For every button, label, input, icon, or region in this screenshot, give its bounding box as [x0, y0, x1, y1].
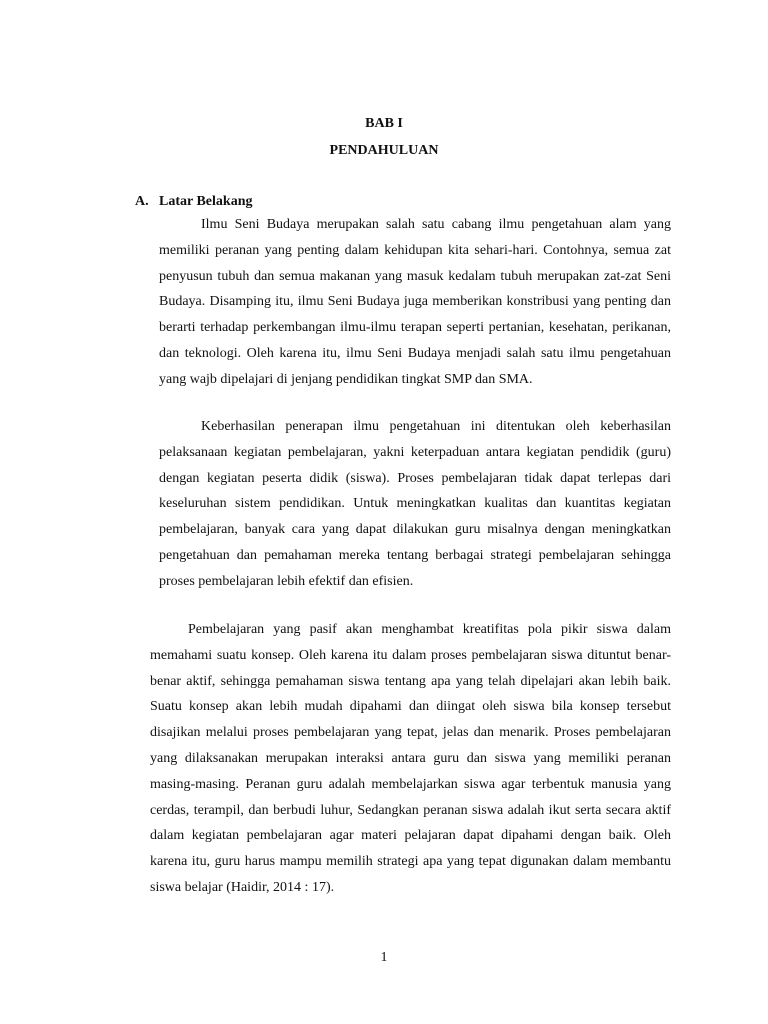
paragraph-1: Ilmu Seni Budaya merupakan salah satu cabang ilmu pengetahuan alam yang memiliki peranan yang penting dalam kehidupan kita sehari-hari. Contohnya, semua zat penyusun tubuh dan semua makanan yang masuk kedalam tubuh merupakan zat-zat Seni Budaya. Disamping itu, ilmu Seni Budaya juga memberikan konstribusi yang penting dan berarti terhadap perkembangan ilmu-ilmu terapan seperti pertanian, kesehatan, perikanan, dan teknologi. Oleh karena itu, ilmu Seni Budaya menjadi salah satu ilmu pengetahuan yang wajb dipelajari di jenjang pendidikan tingkat SMP dan SMA.: [159, 217, 671, 387]
section-title: Latar Belakang: [159, 194, 253, 209]
page-number: 1: [380, 950, 388, 965]
paragraph-2: Keberhasilan penerapan ilmu pengetahuan ini ditentukan oleh keberhasilan pelaksanaan kegiatan pembelajaran, yakni keterpaduan antara kegiatan pendidik (guru) dengan kegiatan peserta didik (siswa). Proses pembelajaran tidak dapat terlepas dari keseluruhan sistem pendidikan. Untuk meningkatkan kualitas dan kuantitas kegiatan pembelajaran, banyak cara yang dapat dilakukan guru misalnya dengan meningkatkan pengetahuan dan pemahaman mereka tentang berbagai strategi pembelajaran sehingga proses pembelajaran lebih efektif dan efisien.: [159, 419, 671, 589]
paragraph-3: Pembelajaran yang pasif akan menghambat kreatifitas pola pikir siswa dalam memahami suatu konsep. Oleh karena itu dalam proses pembelajaran siswa dituntut benar-benar aktif, sehingga pemahaman siswa tentang apa yang telah dipelajari akan lebih baik. Suatu konsep akan lebih mudah dipahami dan diingat oleh siswa bila konsep tersebut disajikan melalui proses pembelajaran yang tepat, jelas dan menarik. Proses pembelajaran yang dilaksanakan merupakan interaksi antara guru dan siswa yang memiliki peranan masing-masing. Peranan guru adalah membelajarkan siswa agar terbentuk manusia yang cerdas, terampil, dan berbudi luhur, Sedangkan peranan siswa adalah ikut serta secara aktif dalam kegiatan pembelajaran agar materi pelajaran dapat dipahami dengan baik. Oleh karena itu, guru harus mampu memilih strategi apa yang tepat digunakan dalam membantu siswa belajar (Haidir, 2014 : 17).: [150, 622, 671, 895]
section-heading: [135, 194, 252, 210]
chapter-title: PENDAHULUAN: [329, 143, 439, 158]
section-marker: A.: [135, 194, 149, 209]
chapter-heading: BAB I: [365, 116, 403, 131]
